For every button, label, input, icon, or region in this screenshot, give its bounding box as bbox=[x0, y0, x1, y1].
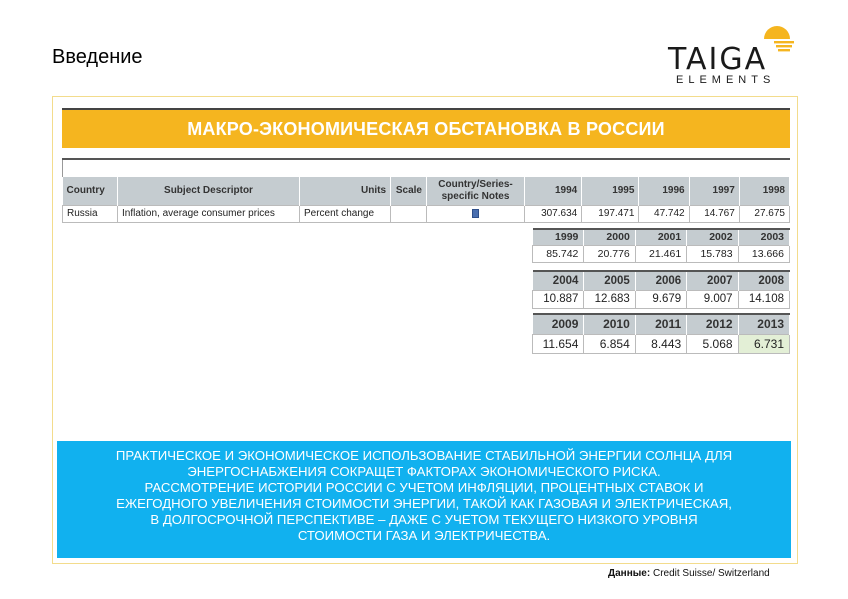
info-line: ЕЖЕГОДНОГО УВЕЛИЧЕНИЯ СТОИМОСТИ ЭНЕРГИИ, ТАКОЙ КАК ГАЗОВАЯ И ЭЛЕКТРИЧЕСКАЯ, bbox=[116, 496, 732, 511]
year-header: 1999 bbox=[533, 229, 584, 245]
banner-title: МАКРО-ЭКОНОМИЧЕСКАЯ ОБСТАНОВКА В РОССИИ bbox=[187, 118, 665, 139]
year-header: 2004 bbox=[533, 271, 584, 290]
cell-country: Russia bbox=[63, 205, 118, 222]
info-line: В ДОЛГОСРОЧНОЙ ПЕРСПЕКТИВЕ – ДАЖЕ С УЧЕТОМ ТЕКУЩЕГО НИЗКОГО УРОВНЯ bbox=[150, 512, 698, 527]
year-value: 9.679 bbox=[635, 290, 686, 308]
years-table-2004-2008 bbox=[532, 270, 790, 309]
year-header: 2005 bbox=[584, 271, 635, 290]
year-value: 13.666 bbox=[738, 245, 789, 262]
cell-1996: 47.742 bbox=[639, 205, 689, 222]
info-icon[interactable] bbox=[472, 209, 479, 218]
info-line: ПРАКТИЧЕСКОЕ И ЭКОНОМИЧЕСКОЕ ИСПОЛЬЗОВАНИЕ СТАБИЛЬНОЙ ЭНЕРГИИ СОЛНЦА ДЛЯ bbox=[115, 448, 733, 463]
header-year-1994: 1994 bbox=[525, 177, 582, 205]
year-header: 2011 bbox=[635, 314, 686, 334]
table-row bbox=[533, 245, 790, 262]
year-value: 85.742 bbox=[533, 245, 584, 262]
year-value: 11.654 bbox=[533, 334, 584, 353]
year-value: 5.068 bbox=[687, 334, 738, 353]
cell-1995: 197.471 bbox=[582, 205, 639, 222]
info-line: СТОИМОСТИ ГАЗА И ЭЛЕКТРИЧЕСТВА. bbox=[297, 528, 551, 543]
taiga-elements-logo bbox=[668, 22, 798, 84]
year-header: 2010 bbox=[584, 314, 635, 334]
table-row bbox=[63, 205, 790, 222]
year-header: 2003 bbox=[738, 229, 789, 245]
table-header-row bbox=[63, 177, 790, 205]
cell-notes bbox=[427, 205, 525, 222]
sun-icon bbox=[760, 22, 794, 56]
source-note bbox=[608, 568, 770, 579]
table-header-row bbox=[533, 271, 790, 290]
year-header: 2000 bbox=[584, 229, 635, 245]
header-subject: Subject Descriptor bbox=[118, 177, 300, 205]
year-header: 2008 bbox=[738, 271, 789, 290]
year-value: 9.007 bbox=[687, 290, 738, 308]
inflation-table bbox=[62, 158, 790, 223]
header-scale: Scale bbox=[391, 177, 427, 205]
cell-subject: Inflation, average consumer prices bbox=[118, 205, 300, 222]
source-value: Credit Suisse/ Switzerland bbox=[650, 568, 770, 579]
header-year-1998: 1998 bbox=[739, 177, 789, 205]
year-value: 21.461 bbox=[635, 245, 686, 262]
table-top-gap bbox=[63, 159, 790, 177]
year-value: 14.108 bbox=[738, 290, 789, 308]
section-banner bbox=[62, 108, 790, 148]
year-value: 20.776 bbox=[584, 245, 635, 262]
years-table-1999-2003 bbox=[532, 228, 790, 263]
cell-1998: 27.675 bbox=[739, 205, 789, 222]
table-row bbox=[533, 290, 790, 308]
header-notes: Country/Series-specific Notes bbox=[427, 177, 525, 205]
year-value: 12.683 bbox=[584, 290, 635, 308]
year-value: 6.854 bbox=[584, 334, 635, 353]
table-row bbox=[533, 334, 790, 353]
info-line: РАССМОТРЕНИЕ ИСТОРИИ РОССИИ С УЧЕТОМ ИНФЛЯЦИИ, ПРОЦЕНТНЫХ СТАВОК И bbox=[144, 480, 704, 495]
year-header: 2007 bbox=[687, 271, 738, 290]
year-header: 2006 bbox=[635, 271, 686, 290]
cell-scale bbox=[391, 205, 427, 222]
year-value: 15.783 bbox=[687, 245, 738, 262]
table-header-row bbox=[533, 314, 790, 334]
page-title: Введение bbox=[52, 46, 143, 68]
year-value: 8.443 bbox=[635, 334, 686, 353]
years-table-2009-2013 bbox=[532, 313, 790, 354]
cell-1994: 307.634 bbox=[525, 205, 582, 222]
cell-1997: 14.767 bbox=[689, 205, 739, 222]
cell-units: Percent change bbox=[300, 205, 391, 222]
year-value-highlighted: 6.731 bbox=[738, 334, 789, 353]
info-line: ЭНЕРГОСНАБЖЕНИЯ СОКРАЩЕТ ФАКТОРАХ ЭКОНОМИЧЕСКОГО РИСКА. bbox=[187, 464, 661, 479]
year-header: 2001 bbox=[635, 229, 686, 245]
year-header: 2002 bbox=[687, 229, 738, 245]
logo-subtitle: ELEMENTS bbox=[676, 74, 776, 86]
header-country: Country bbox=[63, 177, 118, 205]
header-units: Units bbox=[300, 177, 391, 205]
header-year-1996: 1996 bbox=[639, 177, 689, 205]
header-year-1997: 1997 bbox=[689, 177, 739, 205]
year-header: 2012 bbox=[687, 314, 738, 334]
logo-word: TAIGA bbox=[668, 42, 768, 77]
source-label: Данные: bbox=[608, 568, 651, 579]
year-header: 2013 bbox=[738, 314, 789, 334]
header-year-1995: 1995 bbox=[582, 177, 639, 205]
table-header-row bbox=[533, 229, 790, 245]
info-box bbox=[57, 441, 791, 558]
year-value: 10.887 bbox=[533, 290, 584, 308]
year-header: 2009 bbox=[533, 314, 584, 334]
